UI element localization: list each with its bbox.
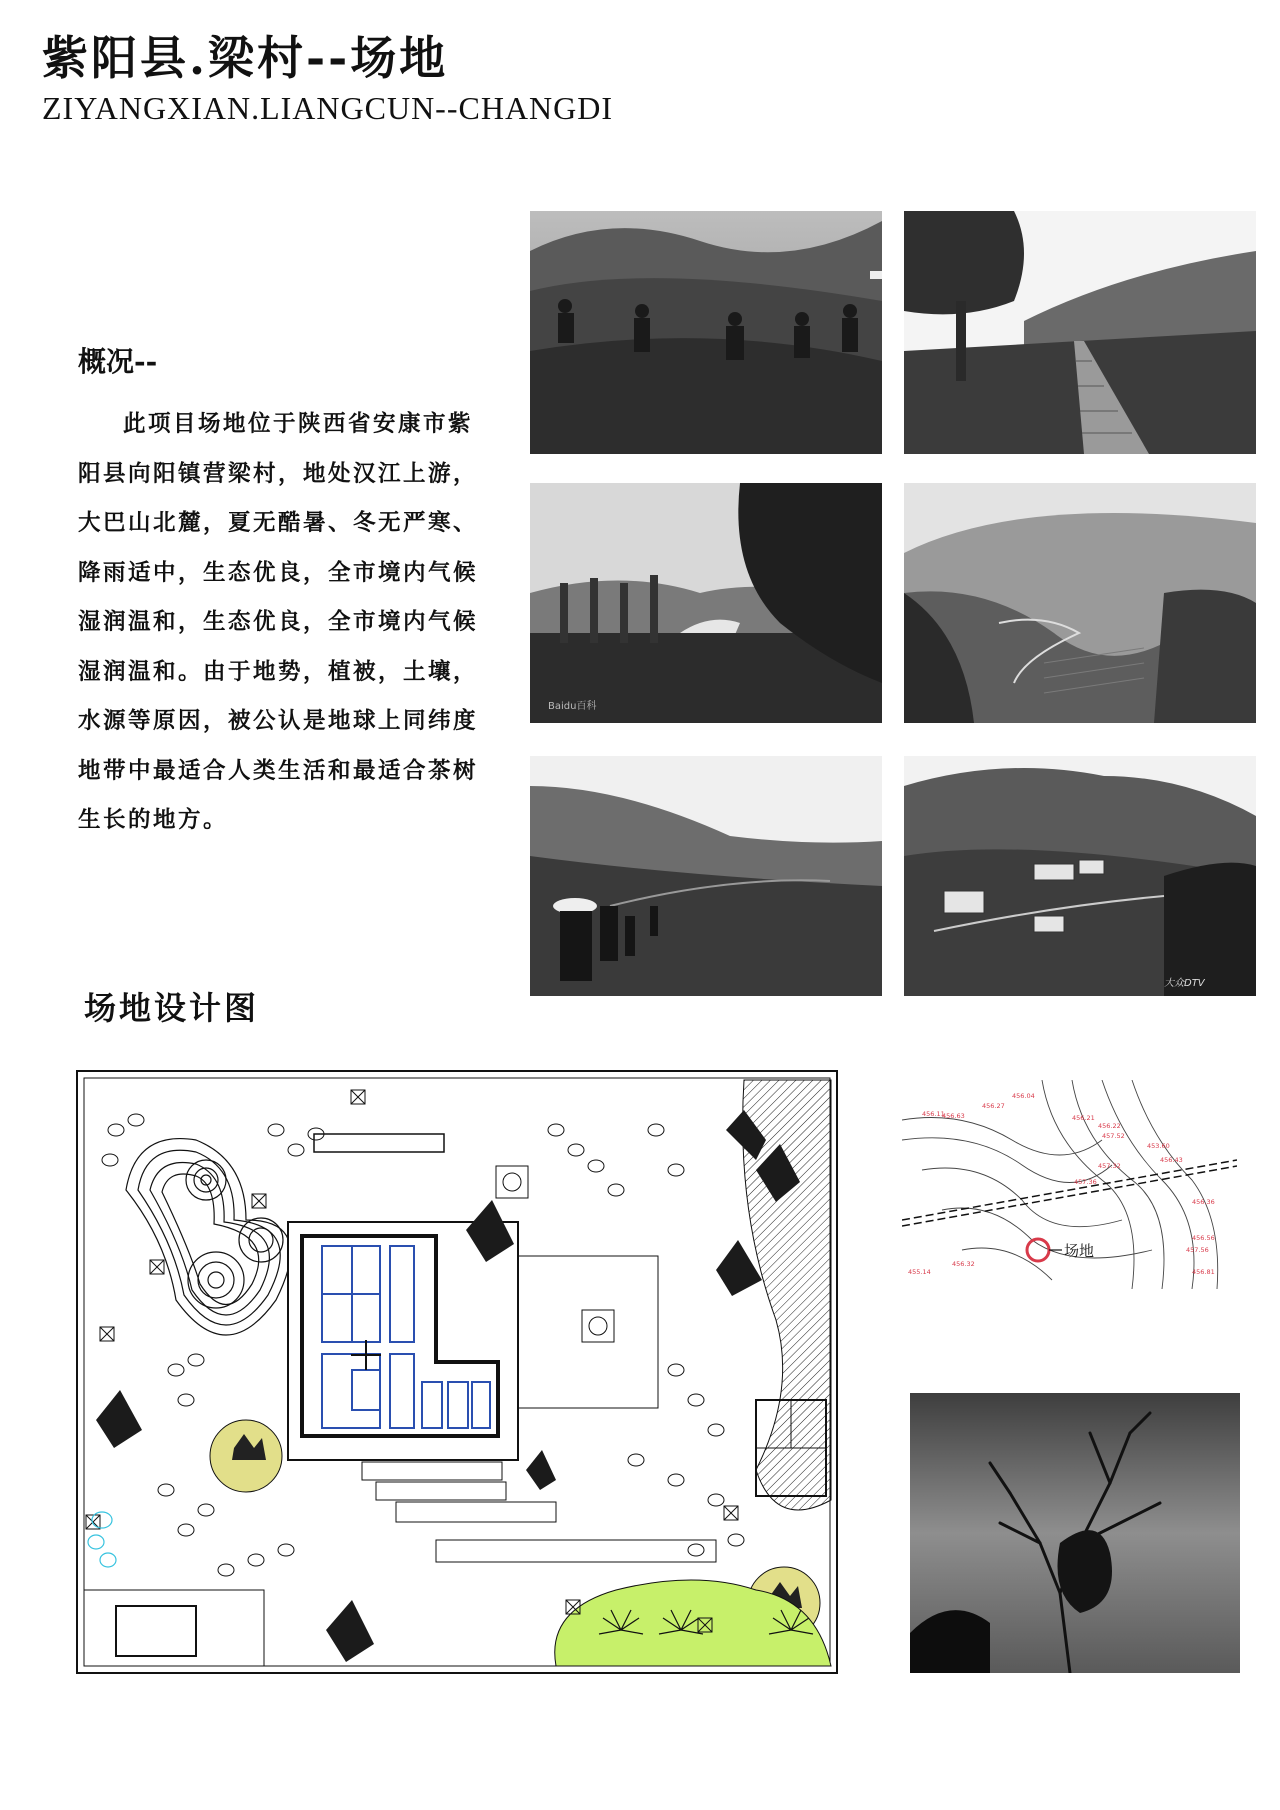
elevation-label: 456.22 [1098,1122,1121,1130]
overview-paragraph: 此项目场地位于陕西省安康市紫阳县向阳镇营梁村，地处汉江上游，大巴山北麓，夏无酷暑、冬无严寒、降雨适中，生态优良，全市境内气候湿润温和，生态优良，全市境内气候湿润温和。由于地势，植被，土壤，水源等原因，被公认是地球上同纬度地带中最适合人类生活和最适合茶树生长的地方。 [78,411,479,833]
river-valley-photo [530,483,882,723]
photo-watermark: 大众DTV [1164,978,1205,989]
elevation-label: 456.63 [942,1112,965,1120]
site-plan-heading: 场地设计图 [84,989,260,1027]
misty-hills-photo [904,483,1256,723]
elevation-label: 456.36 [1192,1198,1215,1206]
hikers-photo [530,756,882,996]
elevation-label: 457.32 [1098,1162,1121,1170]
village-photo [904,756,1256,996]
elevation-label: 456.27 [982,1102,1005,1110]
page-title: 紫阳县.梁村--场地 [42,31,449,85]
elevation-label: 456.21 [1072,1114,1095,1122]
elevation-label: 456.43 [1160,1156,1183,1164]
elevation-label: 457.56 [1186,1246,1209,1254]
elevation-label: 456.81 [1192,1268,1215,1276]
elevation-label: 456.11 [922,1110,945,1118]
elevation-label: 456.56 [1192,1234,1215,1242]
elevation-label: 457.52 [1102,1132,1125,1140]
elevation-label: 453.60 [1147,1142,1170,1150]
page-subtitle: ZIYANGXIAN.LIANGCUN--CHANGDI [42,90,614,126]
site-marker-label: 场地 [1064,1242,1095,1260]
elevation-label: 457.36 [1074,1178,1097,1186]
photo-watermark: Baidu百科 [548,701,597,712]
tree-silhouette-photo [910,1393,1240,1673]
locator-map [902,1080,1237,1289]
stone-path-photo [904,211,1256,454]
overview-heading: 概况-- [78,345,158,378]
tea-pickers-photo [530,211,882,454]
elevation-label: 455.14 [908,1268,931,1276]
elevation-label: 456.04 [1012,1092,1035,1100]
elevation-label: 456.32 [952,1260,975,1268]
site-plan-drawing [76,1070,838,1674]
